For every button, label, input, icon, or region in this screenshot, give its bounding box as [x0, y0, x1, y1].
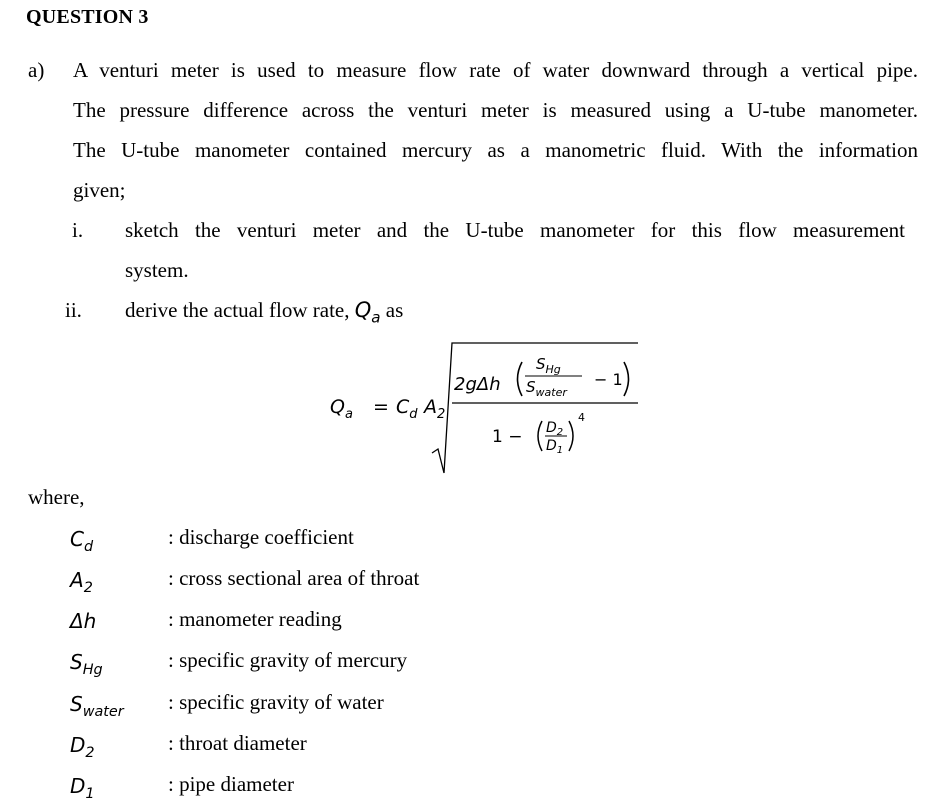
denominator-left-paren [538, 421, 542, 451]
def-symbol-shg: $S_{Hg}$ [70, 650, 103, 679]
def-desc-swater: : specific gravity of water [168, 690, 384, 714]
item-ii-label: derive the actual flow rate, [125, 298, 350, 322]
def-desc-dh: : manometer reading [168, 607, 342, 631]
def-desc-cd: : discharge coefficient [168, 525, 354, 549]
d-denominator: $D_1$ [546, 438, 564, 456]
formula-coef: $C_d$ [396, 396, 418, 422]
def-desc-d1: : pipe diameter [168, 772, 294, 796]
part-a-line-4: given; [73, 178, 126, 202]
formula-lhs: $Q_a$ [330, 396, 353, 422]
part-a-line-3: The U-tube manometer contained mercury as a manometric fluid. With the information [73, 138, 918, 162]
formula-area: $A_2$ [424, 396, 446, 422]
def-symbol-d2: $D_2$ [70, 733, 95, 762]
def-symbol-dh: Δh [70, 609, 97, 633]
formula-equals: = [373, 396, 389, 418]
denominator-right-paren [569, 421, 573, 451]
where-label: where, [28, 485, 85, 509]
question-title: QUESTION 3 [26, 6, 149, 28]
formula-svg [320, 335, 650, 475]
sg-denominator: $S_{water}$ [526, 378, 567, 399]
item-i-number: i. [72, 218, 84, 242]
item-ii-symbol: $Q_a$ [354, 298, 381, 327]
numerator-right-paren [624, 362, 629, 396]
numerator-left-paren [518, 362, 523, 396]
item-ii-text [125, 298, 404, 327]
formula-numerator-prefix: 2gΔh [454, 374, 501, 395]
def-symbol-d1: $D_1$ [70, 774, 95, 803]
item-ii-number: ii. [65, 298, 82, 322]
part-a-label: a) [28, 58, 45, 82]
denominator-one: 1 − [492, 427, 523, 447]
sg-numerator: $S_{Hg}$ [536, 355, 561, 376]
item-i-line-2: system. [125, 258, 189, 282]
item-ii-suffix: as [385, 298, 404, 322]
def-symbol-swater: $S_{water}$ [70, 692, 124, 721]
def-symbol-cd: $C_d$ [70, 527, 94, 556]
radical-sign [432, 343, 638, 473]
formula-minus-one: − 1 [594, 370, 623, 389]
part-a-line-2: The pressure difference across the venturi meter is measured using a U-tube manometer. [73, 98, 918, 122]
def-desc-shg: : specific gravity of mercury [168, 648, 408, 672]
d-numerator: $D_2$ [546, 420, 564, 438]
item-i-line-1: sketch the venturi meter and the U-tube manometer for this flow measurement [125, 218, 905, 242]
def-desc-a2: : cross sectional area of throat [168, 566, 420, 590]
part-a-line-1: A venturi meter is used to measure flow rate of water downward through a vertical pipe. [73, 58, 918, 82]
def-symbol-a2: $A_2$ [70, 568, 93, 597]
flow-rate-formula [320, 335, 650, 475]
formula-power: 4 [578, 411, 585, 424]
def-desc-d2: : throat diameter [168, 731, 307, 755]
